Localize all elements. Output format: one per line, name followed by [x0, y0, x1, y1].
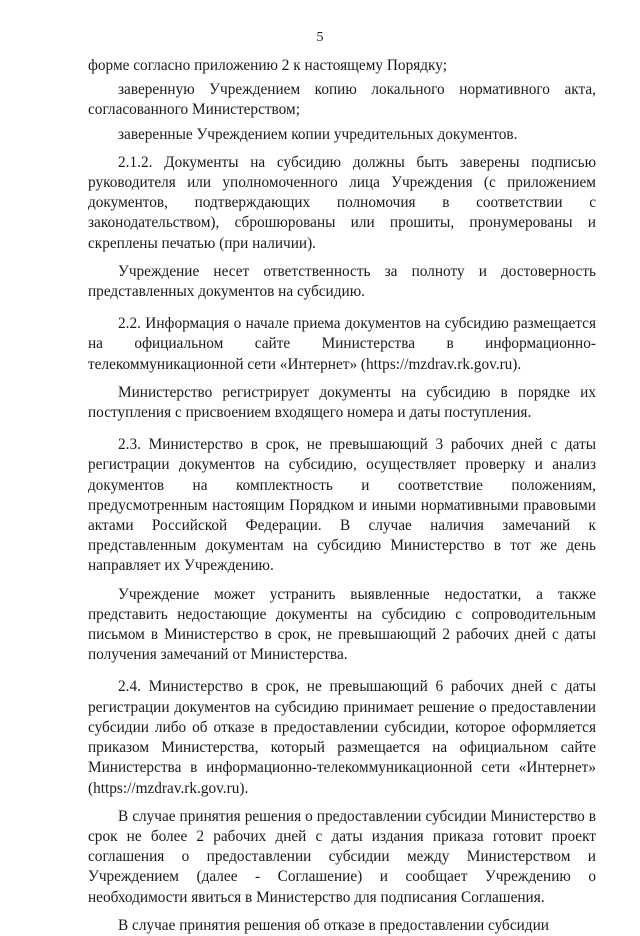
page-number: 5 — [316, 30, 324, 45]
paragraph: заверенную Учреждением копию локального нормативного акта, согласованного Министерством; — [88, 81, 596, 119]
paragraph: 2.4. Министерство в срок, не превышающий 6 рабочих дней с даты регистрации документов на субсидию принимает решение о предоставлении субсидии либо об отказе в предоставлении субсидии, которое оформляется приказом Министерства, который размещается на официальном сайте Министерства в информационно-телекоммуникационной сети «Интернет» (https://mzdrav.rk.gov.ru). — [88, 678, 596, 797]
paragraph: Министерство регистрирует документы на субсидию в порядке их поступления с присвоением входящего номера и даты поступления. — [88, 383, 596, 422]
paragraph: 2.1.2. Документы на субсидию должны быть заверены подписью руководителя или уполномоченного лица Учреждения (с приложением документов, подтверждающих полномочия в соответствии с законодательством), сброшюрованы или прошиты, пронумерованы и скреплены печатью (при наличии). — [88, 153, 596, 252]
paragraph: 2.2. Информация о начале приема документов на субсидию размещается на официальном сайте Министерства в информационно-телекоммуникационной сети «Интернет» (https://mzdrav.rk.gov.ru). — [88, 315, 596, 373]
paragraph: заверенные Учреждением копии учредительных документов. — [118, 125, 518, 143]
paragraph: В случае принятия решения о предоставлении субсидии Министерство в срок не более 2 рабочих дней с даты издания приказа готовит проект соглашения о предоставлении субсидии между Министерством и Учреждением (далее - Соглашение) и сообщает Учреждению о необходимости явиться в Министерство для подписания Соглашения. — [88, 807, 596, 906]
paragraph: Учреждение может устранить выявленные недостатки, а также представить недостающие документы на субсидию с сопроводительным письмом в Министерство в срок, не превышающий 2 рабочих дней с даты получения замечаний от Министерства. — [88, 585, 596, 664]
paragraph: В случае принятия решения об отказе в предоставлении субсидии — [118, 916, 549, 934]
paragraph: Учреждение несет ответственность за полноту и достоверность представленных документов на субсидию. — [88, 262, 596, 301]
paragraph: 2.3. Министерство в срок, не превышающий 3 рабочих дней с даты регистрации документов на субсидию, осуществляет проверку и анализ документов на комплектность и соответствие положениям, предусмотренным настоящим Порядком и иными нормативными правовыми актами Российской Федерации. В случае наличия замечаний к представленным документам на субсидию Министерство в тот же день направляет их Учреждению. — [88, 436, 596, 575]
document-body — [88, 56, 596, 936]
paragraph: форме согласно приложению 2 к настоящему Порядку; — [88, 57, 447, 74]
